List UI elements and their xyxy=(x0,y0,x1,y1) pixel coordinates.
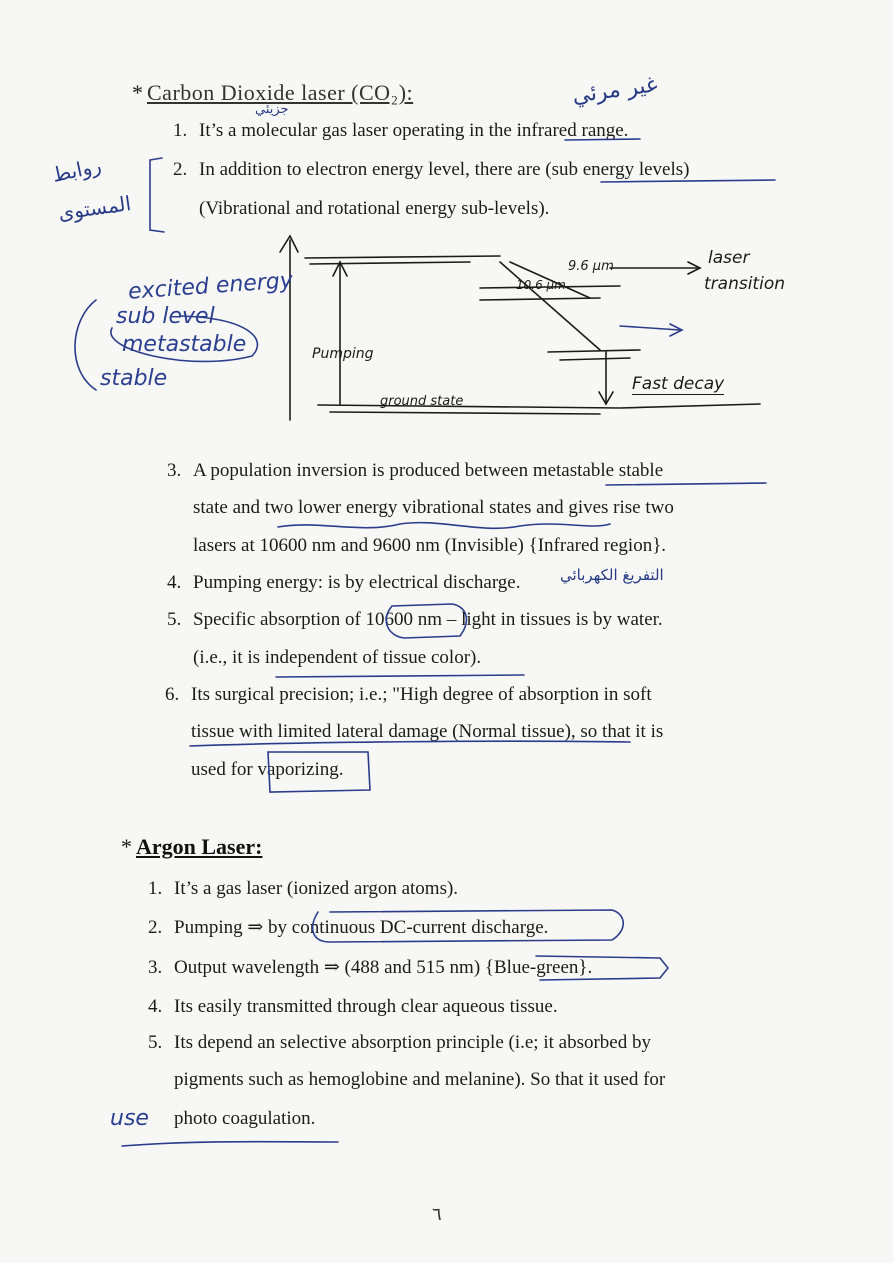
list-number: 5. xyxy=(167,609,182,630)
handwritten-note-invisible-arabic: غير مرئي xyxy=(570,72,659,109)
co2-item-6-line-3: used for vaporizing. xyxy=(191,759,344,780)
handwritten-metastable: metastable xyxy=(122,332,247,357)
list-item-text: A population inversion is produced between metastable stable xyxy=(193,460,664,481)
argon-blue-green-bracket xyxy=(536,956,668,980)
absorption-10600-circle xyxy=(386,604,466,638)
lasers-wavy-underline xyxy=(278,523,610,529)
list-item-text: Its surgical precision; i.e.; "High degree of absorption in soft xyxy=(191,684,652,705)
diagram-label-fast-decay: Fast decay xyxy=(632,374,725,394)
handwritten-note-discharge-arabic: التفريغ الكهربائي xyxy=(560,566,664,584)
list-item-text: It’s a molecular gas laser operating in the infrared range. xyxy=(199,120,629,141)
list-item-text: Specific absorption of 10600 nm – light in tissues is by water. xyxy=(193,609,663,630)
diagram-label-10-6-um: 10.6 μm xyxy=(516,278,566,292)
list-number: 6. xyxy=(165,684,180,705)
list-item-text: Pumping energy: is by electrical discharge. xyxy=(193,572,521,593)
list-number: 1. xyxy=(173,120,188,141)
page-number: ٦ xyxy=(432,1204,442,1224)
list-item-text: Its easily transmitted through clear aqueous tissue. xyxy=(174,996,558,1017)
argon-heading-text: Argon Laser: xyxy=(136,834,263,859)
independent-underline xyxy=(276,675,524,677)
co2-heading-text: Carbon Dioxide laser (CO₂): xyxy=(147,80,414,105)
list-item-text: Pumping ⇒ by continuous DC-current discharge. xyxy=(174,917,549,938)
list-number: 1. xyxy=(148,878,163,899)
co2-item-3-line-3: lasers at 10600 nm and 9600 nm (Invisible) {Infrared region}. xyxy=(193,535,667,556)
argon-discharge-circle xyxy=(313,910,624,942)
diagram-label-9-6-um: 9.6 μm xyxy=(568,259,614,274)
handwritten-note-level-arabic: المستوى xyxy=(56,191,133,225)
handwritten-sub-level: sub level xyxy=(116,304,215,329)
list-item-text: Output wavelength ⇒ (488 and 515 nm) {Blue-green}. xyxy=(174,957,593,978)
handwritten-note-bonds-arabic: روابط xyxy=(50,153,104,187)
co2-item-6-line-2: tissue with limited lateral damage (Normal tissue), so that it is xyxy=(191,721,664,742)
heading-star: * xyxy=(121,834,132,859)
diagram-label-ground-state: ground state xyxy=(380,394,464,409)
vaporizing-box xyxy=(268,752,370,792)
argon-item-5-line-3: photo coagulation. xyxy=(174,1108,316,1129)
argon-item-5-line-2: pigments such as hemoglobine and melanine). So that it used for xyxy=(174,1069,666,1090)
list-item-text: In addition to electron energy level, there are (sub energy levels) xyxy=(199,159,690,180)
co2-item-5-line-2: (i.e., it is independent of tissue color). xyxy=(193,647,482,668)
handwritten-stable: stable xyxy=(100,366,168,391)
list-number: 4. xyxy=(148,996,163,1017)
lateral-damage-underline xyxy=(190,741,630,746)
list-number: 2. xyxy=(173,159,188,180)
diagram-label-laser: laser xyxy=(708,248,750,268)
heading-star: * xyxy=(132,80,143,105)
photo-coagulation-underline xyxy=(122,1142,338,1146)
co2-item-3-line-2: state and two lower energy vibrational states and gives rise two xyxy=(193,497,674,518)
list-item-text: Its depend an selective absorption principle (i.e; it absorbed by xyxy=(174,1032,651,1053)
handwritten-use: use xyxy=(110,1106,149,1131)
list-number: 4. xyxy=(167,572,182,593)
list-number: 2. xyxy=(148,917,163,938)
handwritten-excited-energy: excited energy xyxy=(127,268,294,305)
handwritten-note-molecular-arabic: جزيئي xyxy=(255,102,289,117)
list-number: 3. xyxy=(167,460,182,481)
diagram-label-transition: transition xyxy=(704,274,785,294)
list-number: 5. xyxy=(148,1032,163,1053)
list-item-text: It’s a gas laser (ionized argon atoms). xyxy=(174,878,459,899)
metastable-underline xyxy=(606,483,766,485)
diagram-label-pumping: Pumping xyxy=(312,346,374,362)
co2-item-2-line-2: (Vibrational and rotational energy sub-levels). xyxy=(199,198,550,219)
list-number: 3. xyxy=(148,957,163,978)
